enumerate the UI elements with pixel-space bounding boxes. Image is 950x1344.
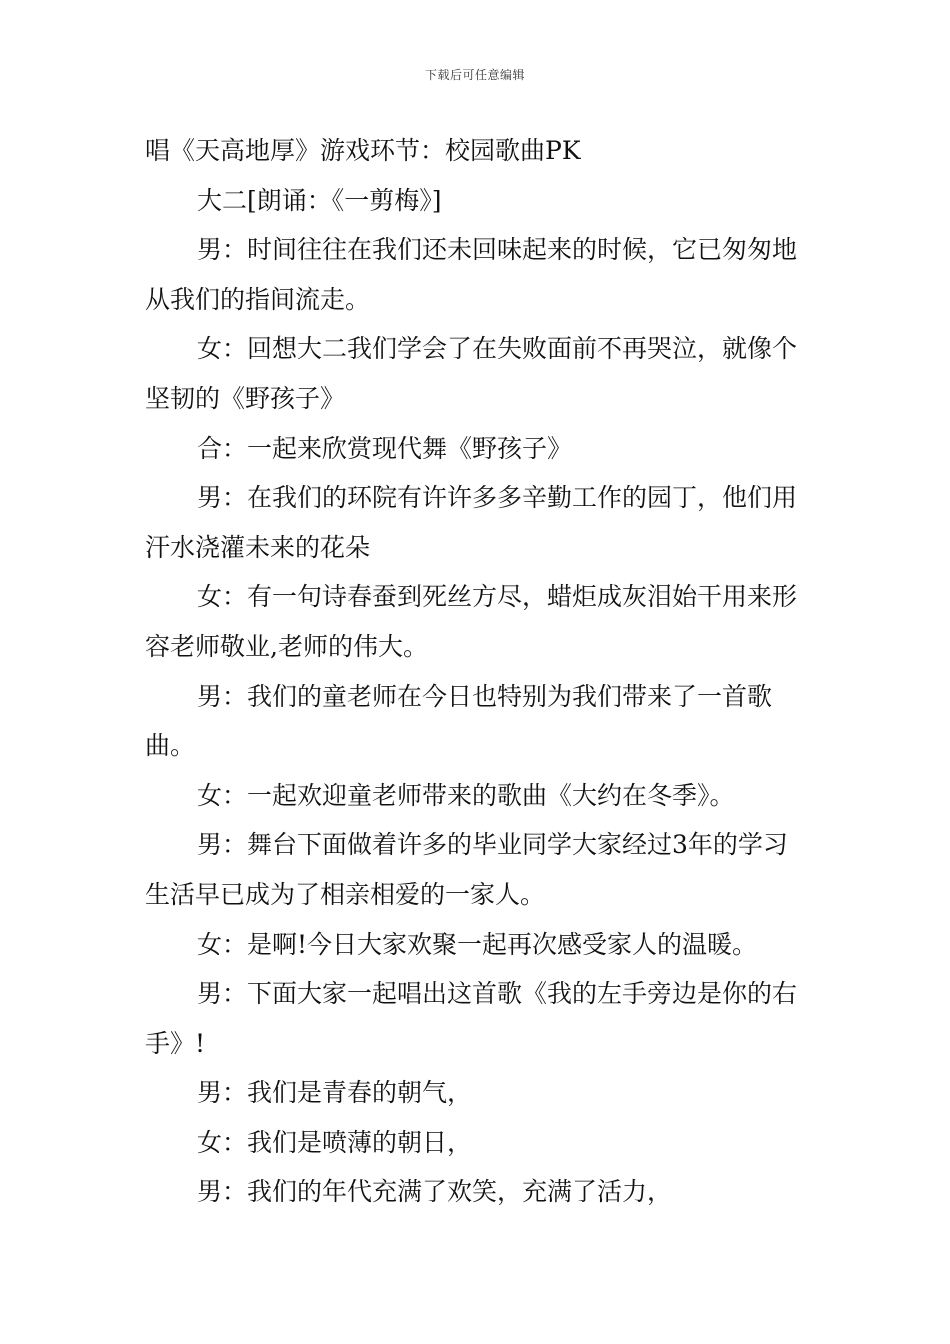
paragraph-6: 女：有一句诗春蚕到死丝方尽，蜡炬成灰泪始干用来形容老师敬业,老师的伟大。 [145,582,798,661]
paragraph-9: 男：舞台下面做着许多的毕业同学大家经过3年的学习生活早已成为了相亲相爱的一家人。 [145,830,788,909]
paragraph-8: 女：一起欢迎童老师带来的歌曲《大约在冬季》。 [197,780,735,810]
paragraph-3: 女：回想大二我们学会了在失败面前不再哭泣，就像个坚韧的《野孩子》 [145,334,798,413]
paragraph-12: 男：我们是青春的朝气， [197,1078,473,1108]
paragraph-4: 合：一起来欣赏现代舞《野孩子》 [197,433,573,463]
paragraph-13: 女：我们是喷薄的朝日， [197,1127,473,1157]
header-note: 下载后可任意编辑 [424,68,525,82]
paragraph-7: 男：我们的童老师在今日也特别为我们带来了一首歌曲。 [145,681,773,761]
paragraph-0: 唱《天高地厚》游戏环节：校园歌曲PK [145,136,581,165]
paragraph-10: 女：是啊!今日大家欢聚一起再次感受家人的温暖。 [197,929,758,959]
paragraph-5: 男：在我们的环院有许许多多辛勤工作的园丁，他们用汗水浇灌未来的花朵 [145,483,798,562]
document-body [145,126,809,1217]
paragraph-1: 大二[朗诵：《一剪梅》] [197,185,442,215]
paragraph-14: 男：我们的年代充满了欢笑，充满了活力， [197,1177,673,1207]
paragraph-2: 男：时间往往在我们还未回味起来的时候，它已匆匆地从我们的指间流走。 [145,235,798,314]
paragraph-11: 男：下面大家一起唱出这首歌《我的左手旁边是你的右手》! [145,979,798,1058]
